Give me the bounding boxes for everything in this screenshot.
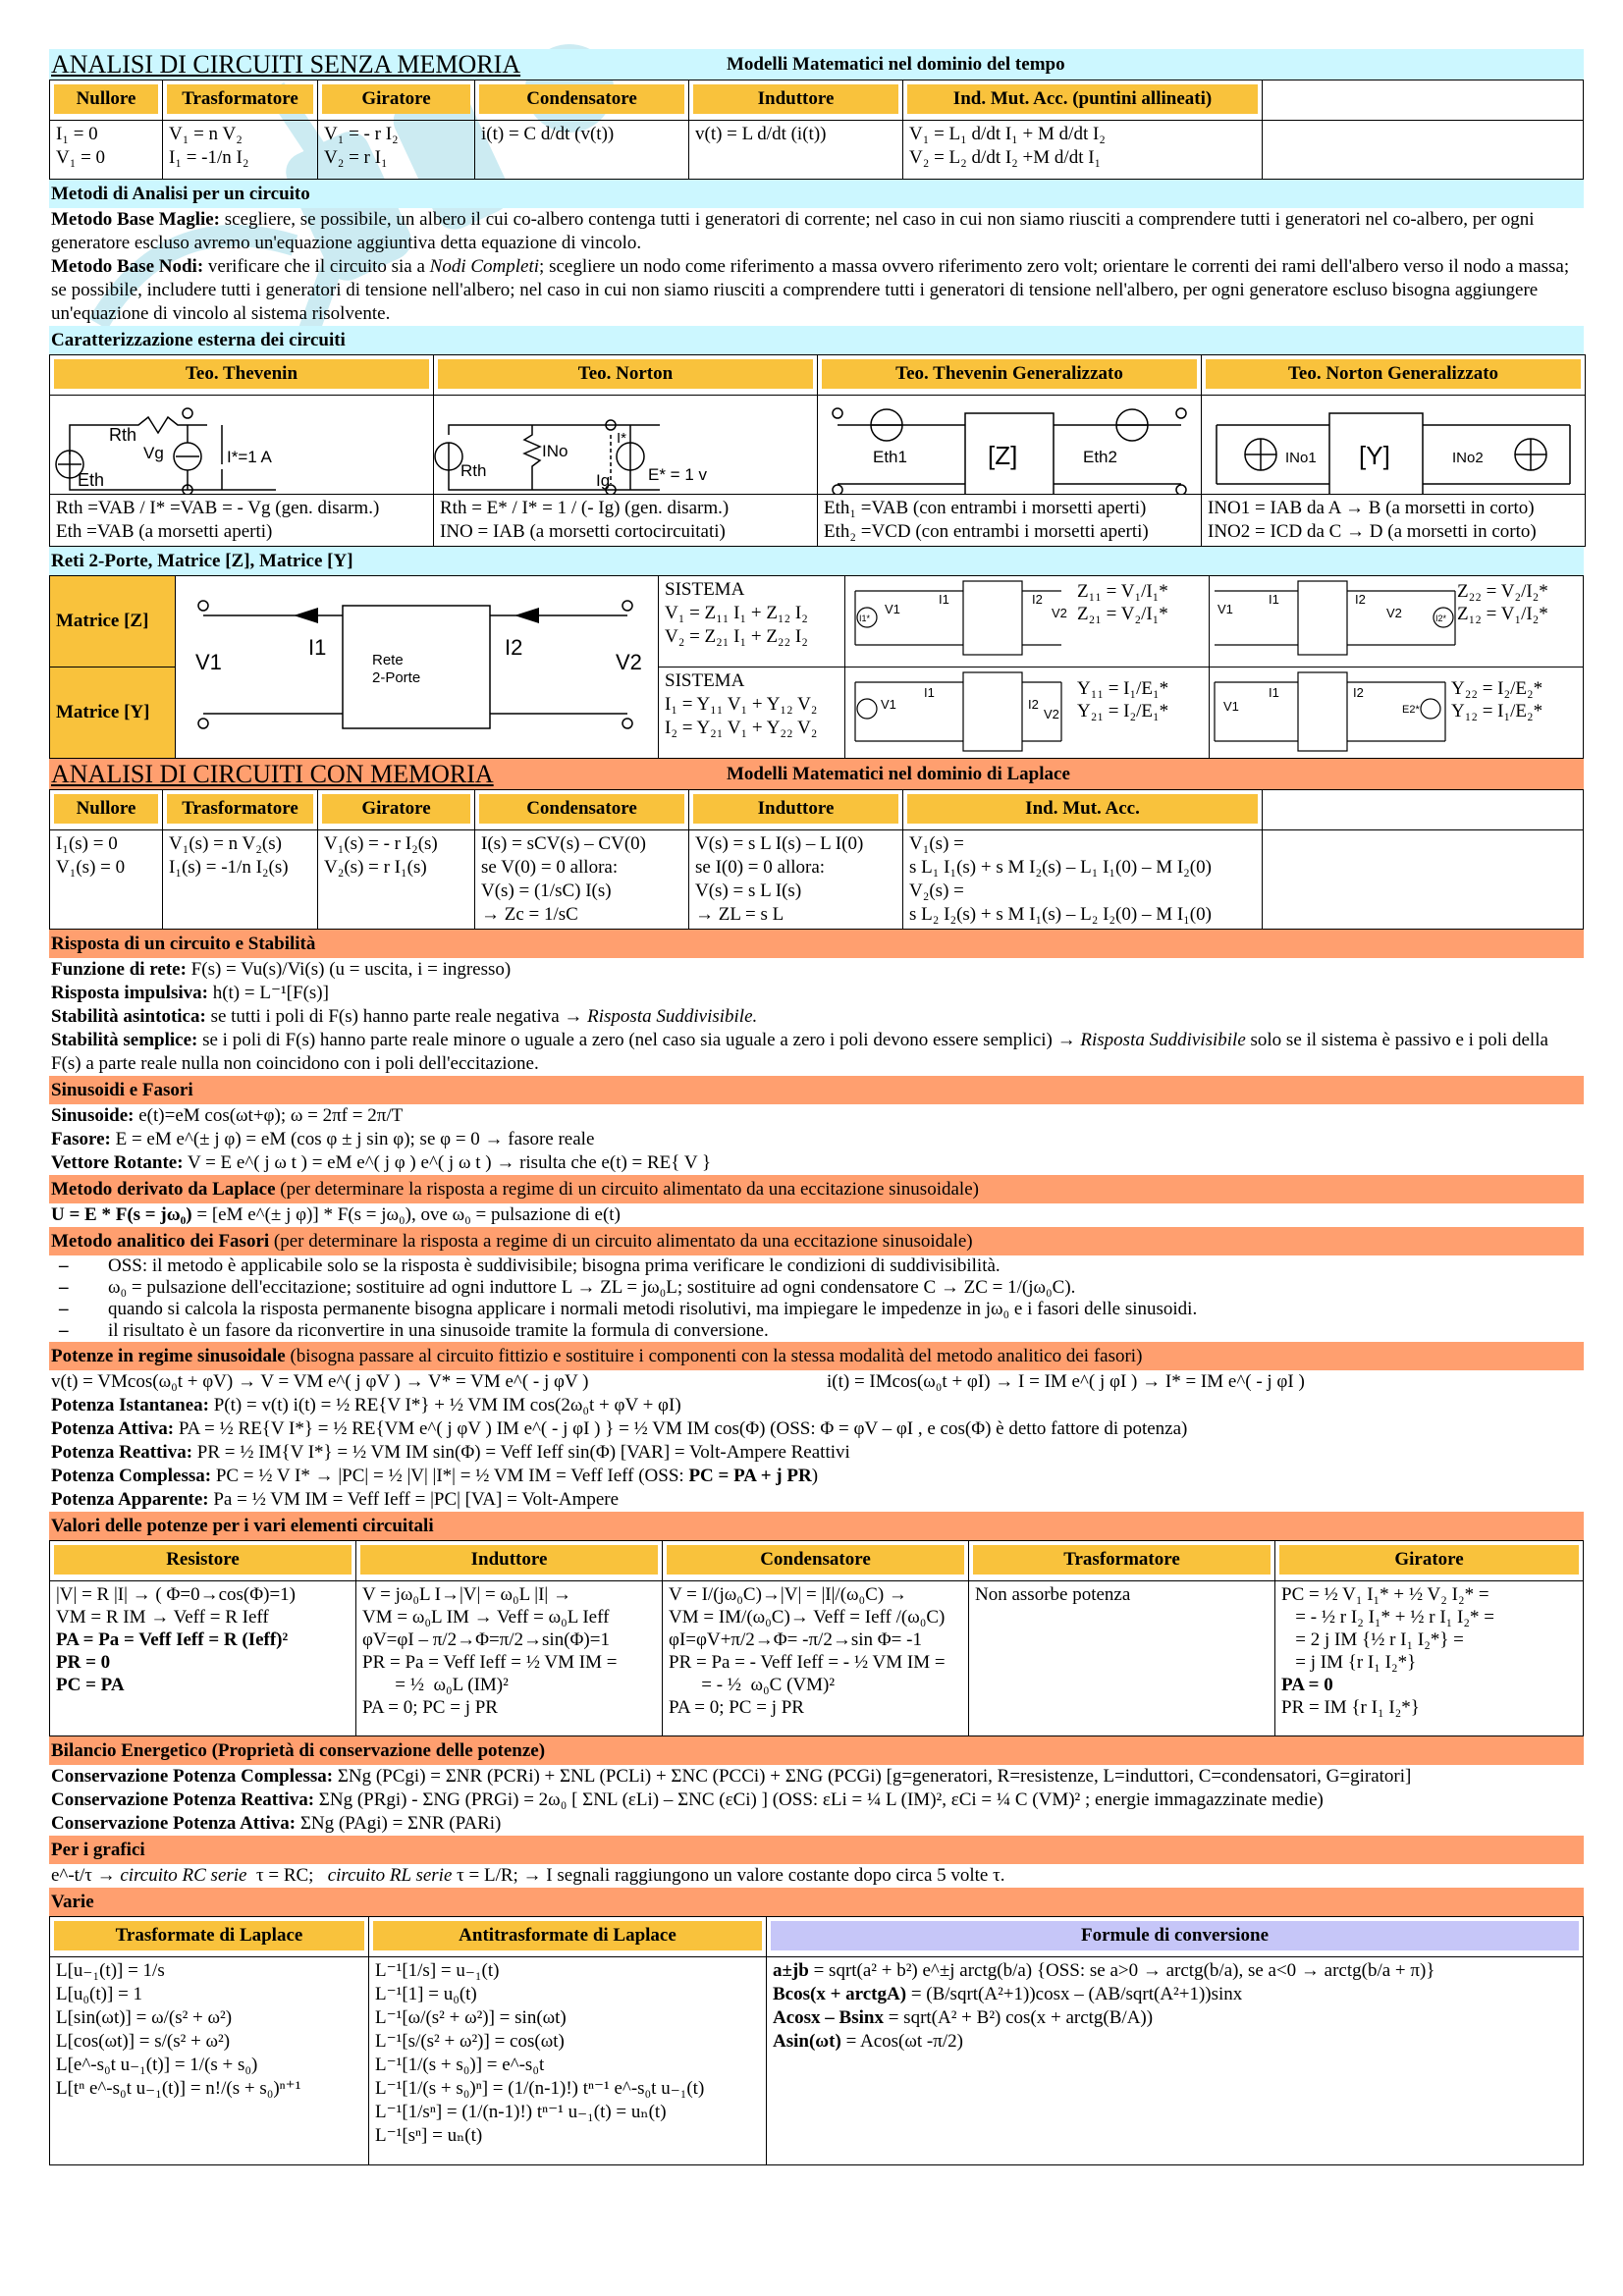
header-cell: Condensatore xyxy=(479,794,684,824)
label-matrice-y: Matrice [Y] xyxy=(50,667,176,759)
mini-label: E2* xyxy=(1402,704,1420,716)
table-cell: v(t) = L d/dt (i(t)) xyxy=(695,124,827,144)
table-cell: PR = 0 xyxy=(56,1652,111,1673)
list-item: – il risultato è un fasore da riconvertire in una sinusoide tramite la formula di conversione. xyxy=(108,1320,1584,1342)
bilancio-text: Conservazione Potenza Complessa: ΣNg (PCgi) = ΣNR (PCRi) + ΣNL (PCLi) + ΣNC (PCCi) + ΣNG (PCGi) [g=generatori, R=resistenze, L=induttori, C=condensatori, G=giratori] Conservazione Potenza Reattiva: ΣNg (PRgi) - ΣNG (PRGi) = 2ω₀ [ ΣNL (εLi) – ΣNC (εCi) ] (OSS: εLi = ¼ L (IM)², εCi = ¼ C (VM)² ; energie immagazzinate medie) Conservazione Potenza Attiva: ΣNg (PAgi) = ΣNR (PARi) xyxy=(51,1766,1412,1834)
diagram-label-z: [Z] xyxy=(988,441,1018,470)
table-cell: INO = IAB (a morsetti cortocircuitati) xyxy=(440,521,726,542)
table-con-memoria xyxy=(49,789,1584,930)
mini-label: I1 xyxy=(939,592,949,607)
table-cell: V = I/(jω₀C)→|V| = |I|/(ω₀C) → xyxy=(669,1584,907,1605)
table-cell: = 2 j IM {½ r I₁ I₂*} = xyxy=(1281,1629,1464,1650)
section-title-sinusoidi: Sinusoidi e Fasori xyxy=(49,1076,1584,1104)
equation: Z₂₂ = V₂/I₂* xyxy=(1457,581,1548,602)
mini-label: V2 xyxy=(1052,606,1067,620)
diagram-label-estar: E* = 1 v xyxy=(648,465,708,484)
table-cell: L⁻¹[sⁿ] = uₙ(t) xyxy=(375,2125,483,2146)
section-title-senza-memoria: ANALISI DI CIRCUITI SENZA MEMORIA Modelli Matematici nel dominio del tempo xyxy=(49,49,1584,80)
section-title-laplace: Metodo derivato da Laplace (per determinare la risposta a regime di un circuito alimentato da una eccitazione sinusoidale) xyxy=(49,1175,1584,1203)
formule-y1 xyxy=(1077,677,1168,722)
table-cell: V₁ = L₁ d/dt I₁ + M d/dt I₂ xyxy=(909,124,1106,144)
table-cell: Eth =VAB (a morsetti aperti) xyxy=(56,521,273,542)
section-title-con-memoria: ANALISI DI CIRCUITI CON MEMORIA Modelli Matematici nel dominio di Laplace xyxy=(49,759,1584,789)
mini-label: V1 xyxy=(1223,699,1239,714)
mini-label: V1 xyxy=(885,602,900,616)
table-cell: PA = Pa = Veff Ieff = R (Ieff)² xyxy=(56,1629,289,1650)
table-cell: V₂(s) = r I₁(s) xyxy=(324,857,427,878)
mini-label: I1 xyxy=(1269,592,1279,607)
table-cell: L[u₋₁(t)] = 1/s xyxy=(56,1960,165,1981)
diagram-label-eth1: Eth1 xyxy=(873,448,907,466)
section-title-valori: Valori delle potenze per i vari elementi circuitali xyxy=(49,1512,1584,1540)
table-cell: L⁻¹[1/(s + s₀)] = e^-s₀t xyxy=(375,2055,545,2075)
diagram-label-rth: Rth xyxy=(109,425,137,445)
mini-label: I2 xyxy=(1028,697,1039,712)
header-cell: Teo. Norton xyxy=(438,359,813,389)
table-reti-2-porte xyxy=(49,575,1584,759)
equation: I₂ = Y₂₁ V₁ + Y₂₂ V₂ xyxy=(665,718,818,738)
header-cell: Resistore xyxy=(54,1545,352,1575)
header-cell: Trasformatore xyxy=(167,84,313,114)
table-cell: se I(0) = 0 allora: xyxy=(695,857,826,878)
table-cell: V₁(s) = 0 xyxy=(56,857,126,878)
mini-label: V2 xyxy=(1044,707,1059,721)
header-cell: Nullore xyxy=(54,794,158,824)
table-cell: V₁(s) = xyxy=(909,833,964,854)
table-cell: I₁(s) = 0 xyxy=(56,833,118,854)
table-cell: I₁ = -1/n I₂ xyxy=(169,147,249,168)
diagram-label-i2: I2 xyxy=(505,635,523,660)
cheat-sheet-page xyxy=(49,49,1584,2165)
table-cell: → Zc = 1/sC xyxy=(481,904,578,925)
diagram-label-eth: Eth xyxy=(78,470,105,490)
table-cell: φI=φV+π/2→Φ= -π/2→sin Φ= -1 xyxy=(669,1629,922,1650)
table-cell: V = jω₀L I→|V| = ω₀L |I| → xyxy=(362,1584,571,1605)
table-cell: i(t) = C d/dt (v(t)) xyxy=(481,124,615,144)
table-cell: V₁(s) = n V₂(s) xyxy=(169,833,282,854)
header-cell: Formule di conversione xyxy=(771,1921,1579,1950)
mini-label: I2* xyxy=(1435,614,1447,623)
table-cell: V₂(s) = xyxy=(909,881,964,901)
table-cell: V(s) = (1/sC) I(s) xyxy=(481,881,612,901)
fasori-list xyxy=(49,1255,1584,1342)
table-cell: VM = ω₀L IM → Veff = ω₀L Ieff xyxy=(362,1607,610,1628)
table-cell: V₁ = - r I₂ xyxy=(324,124,399,144)
risposta-text: Funzione di rete: F(s) = Vu(s)/Vi(s) (u = uscita, i = ingresso) Risposta impulsiva: h(t) = L⁻¹[F(s)] Stabilità asintotica: se tutti i poli di F(s) hanno parte reale negativa → Risposta Suddivisibile. Stabilità semplice: se i poli di F(s) hanno parte reale minore o uguale a zero (nel caso sia uguale a zero i poli devono essere semplici) → Risposta Suddivisibile solo se il sistema è passivo e i poli della F(s) a parte reale nulla non coincidono con i poli dell'eccitazione. xyxy=(51,959,1548,1074)
table-cell: Eth₂ =VCD (con entrambi i morsetti aperti) xyxy=(824,521,1149,542)
diagram-label-istar: I* xyxy=(617,430,627,447)
header-cell: Teo. Thevenin xyxy=(54,359,429,389)
header-cell: Nullore xyxy=(54,84,158,114)
table-cell: |V| = R |I| → ( Φ=0→cos(Φ)=1) xyxy=(56,1584,296,1605)
equation: Z₂₁ = V₂/I₁* xyxy=(1077,604,1168,624)
diagram-label-ig: Ig xyxy=(596,471,611,490)
formule-y2 xyxy=(1451,677,1542,722)
list-item: – OSS: il metodo è applicabile solo se la risposta è suddivisibile; bisogna prima verificare le condizioni di suddivisibilità. xyxy=(108,1255,1584,1277)
equation: Z₁₂ = V₁/I₂* xyxy=(1457,604,1548,624)
metodi-text: Metodo Base Maglie: scegliere, se possibile, un albero il cui co-albero contenga tutti i generatori di corrente; nel caso in cui non siamo riusciti a comprendere tutti i generatori nel co-albero, per ogni generatore escluso avremo un'equazione aggiuntiva detta equazione di vincolo. Metodo Base Nodi: verificare che il circuito sia a Nodi Completi; scegliere un nodo come riferimento a massa ovvero riferimento zero volt; orientare le correnti dei rami dell'albero verso il nodo a massa; se possibile, includere tutti i generatori di tensione nell'albero; nel caso in cui non siamo riusciti a comprendere tutti i generatori di tensione nell'albero, per ogni generatore escluso bisogna aggiungere un'equazione di vincolo al sistema risolvente. xyxy=(51,209,1570,324)
mini-label: V1 xyxy=(881,697,896,712)
thevenin-generalizzato-diagram xyxy=(818,396,1201,494)
sistema-y: SISTEMA xyxy=(665,670,745,691)
section-title-metodi: Metodi di Analisi per un circuito xyxy=(49,180,1584,208)
table-cell: s L₁ I₁(s) + s M I₂(s) – L₁ I₁(0) – M I₂(0) xyxy=(909,857,1212,878)
table-cell: L⁻¹[1/(s + s₀)ⁿ] = (1/(n-1)!) tⁿ⁻¹ e^-s₀t u₋₁(t) xyxy=(375,2078,705,2099)
table-cell: L[sin(ωt)] = ω/(s² + ω²) xyxy=(56,2007,233,2028)
table-cell: L[u₀(t)] = 1 xyxy=(56,1984,143,2004)
sistema-z: SISTEMA xyxy=(665,579,745,600)
mini-label: V1 xyxy=(1217,602,1233,616)
table-senza-memoria xyxy=(49,80,1584,180)
table-cell: PR = Pa = Veff Ieff = ½ VM IM = xyxy=(362,1652,618,1673)
header-cell: Teo. Norton Generalizzato xyxy=(1206,359,1581,389)
table-cell: PA = 0; PC = j PR xyxy=(669,1697,804,1718)
header-cell: Antitrasformate di Laplace xyxy=(373,1921,762,1950)
equation: Y₂₁ = I₂/E₁* xyxy=(1077,701,1169,721)
mini-label: I1* xyxy=(859,614,871,623)
header-cell: Condensatore xyxy=(667,1545,964,1575)
table-cell: V₂ = r I₁ xyxy=(324,147,388,168)
table-cell: = j IM {r I₁ I₂*} xyxy=(1281,1652,1417,1673)
header-cell: Induttore xyxy=(693,84,898,114)
mini-label: I1 xyxy=(924,685,935,700)
table-cell: L[tⁿ e^-s₀t u₋₁(t)] = n!/(s + s₀)ⁿ⁺¹ xyxy=(56,2078,301,2099)
table-cell: = ½ ω₀L (IM)² xyxy=(362,1675,509,1695)
table-cell: = - ½ ω₀C (VM)² xyxy=(669,1675,836,1695)
diagram-label-v1: V1 xyxy=(195,650,222,674)
rete-2-porte-diagram xyxy=(176,576,657,753)
diagram-label-ino1: INo1 xyxy=(1285,450,1317,466)
table-varie: Trasformate di Laplace Antitrasformate di Laplace Formule di conversione L[u₋₁(t)] = 1/s L[u₀(t)] = 1 L[sin(ωt)] = ω/(s² + ω²) L[cos(ωt)] = s/(s² + ω²) L[e^-s₀t u₋₁(t)] = 1/(s + s₀) L[tⁿ e^-s₀t u₋₁(t)] = n!/(s + s₀)ⁿ⁺¹ L⁻¹[1/s] = u₋₁(t) L⁻¹[1] = u₀(t) L⁻¹[ω/(s² + ω²)] = sin(ωt) L⁻¹[s/(s² + ω²)] = cos(ωt) L⁻¹[1/(s + s₀)] = e^-s₀t L⁻¹[1/(s + s₀)ⁿ] = (1/(n-1)!) tⁿ⁻¹ e^-s₀t u₋₁(t) L⁻¹[1/sⁿ] = (1/(n-1)!) tⁿ⁻¹ u₋₁(t) = uₙ(t) L⁻¹[sⁿ] = uₙ(t) a±jb = sqrt(a² + b²) e^±j arctg(b/a) {OSS: se a>0 → arctg(b/a), se a<0 → arctg(b/a + π)} Bcos(x + arctgA) = (B/sqrt(A²+1))cosx – (AB/sqrt(A²+1))sinx Acosx – Bsinx = sqrt(A² + B²) cos(x + arctg(B/A)) Asin(ωt) = Acos(ωt -π/2) xyxy=(49,1916,1584,2165)
table-cell: Non assorbe potenza xyxy=(975,1584,1131,1605)
mini-label: I2 xyxy=(1353,685,1364,700)
table-cell: Rth = E* / I* = 1 / (- Ig) (gen. disarm.) xyxy=(440,498,730,518)
mini-label: I2 xyxy=(1355,592,1366,607)
table-cell: PA = 0; PC = j PR xyxy=(362,1697,498,1718)
table-cell: PR = Pa = - Veff Ieff = - ½ VM IM = xyxy=(669,1652,946,1673)
diagram-label-vg: Vg xyxy=(143,444,164,462)
grafici-text: e^-t/τ → circuito RC serie τ = RC; circuito RL serie τ = L/R; → I segnali raggiungono un valore costante dopo circa 5 volte τ. xyxy=(51,1865,1005,1886)
header-cell: Giratore xyxy=(1279,1545,1579,1575)
header-cell: Induttore xyxy=(360,1545,658,1575)
list-item: – ω₀ = pulsazione dell'eccitazione; sostituire ad ogni induttore L → ZL = jω₀L; sostituire ad ogni condensatore C → ZC = 1/(jω₀C). xyxy=(108,1277,1584,1299)
table-cell: L⁻¹[1/s] = u₋₁(t) xyxy=(375,1960,500,1981)
table-cell: L[e^-s₀t u₋₁(t)] = 1/(s + s₀) xyxy=(56,2055,258,2075)
table-cell: VM = R IM → Veff = R Ieff xyxy=(56,1607,269,1628)
header-cell: Teo. Thevenin Generalizzato xyxy=(822,359,1197,389)
header-cell: Giratore xyxy=(322,794,470,824)
header-cell: Trasformate di Laplace xyxy=(54,1921,364,1950)
table-cell: VM = IM/(ω₀C)→ Veff = Ieff /(ω₀C) xyxy=(669,1607,946,1628)
table-cell: φV=φI – π/2→Φ=π/2→sin(Φ)=1 xyxy=(362,1629,610,1650)
thevenin-diagram xyxy=(50,396,433,494)
table-cell: V₁ = n V₂ xyxy=(169,124,243,144)
table-caratterizzazione xyxy=(49,354,1586,547)
diagram-label-eth2: Eth2 xyxy=(1083,448,1117,466)
laplace-text: U = E * F(s = jω₀) = [eM e^(± j φ)] * F(s = jω₀), ove ω₀ = pulsazione di e(t) xyxy=(51,1204,621,1225)
table-cell: PR = IM {r I₁ I₂*} xyxy=(1281,1697,1420,1718)
table-cell: L⁻¹[s/(s² + ω²)] = cos(ωt) xyxy=(375,2031,565,2052)
header-cell: Condensatore xyxy=(479,84,684,114)
section-title-caratterizzazione: Caratterizzazione esterna dei circuiti xyxy=(49,326,1584,354)
formule-z1 xyxy=(1077,580,1168,625)
table-cell: I₁(s) = -1/n I₂(s) xyxy=(169,857,289,878)
arrow-i1 xyxy=(294,608,318,623)
sinusoidi-text: Sinusoide: e(t)=eM cos(ωt+φ); ω = 2πf = 2π/T Fasore: E = eM e^(± j φ) = eM (cos φ ± j sin φ); se φ = 0 → fasore reale Vettore Rotante: V = E e^( j ω t ) = eM e^( j φ ) e^( j ω t ) → risulta che e(t) = RE{ V } xyxy=(51,1105,712,1173)
section-title-potenze: Potenze in regime sinusoidale (bisogna passare al circuito fittizio e sostituire i componenti con la stessa modalità del metodo analitico dei fasori) xyxy=(49,1342,1584,1370)
table-cell: INO1 = IAB da A → B (a morsetti in corto) xyxy=(1208,498,1535,518)
diagram-label-rete: Rete xyxy=(372,652,404,668)
table-cell: Rth =VAB / I* =VAB = - Vg (gen. disarm.) xyxy=(56,498,380,518)
diagram-label-ino2: INo2 xyxy=(1452,450,1484,466)
mini-label: I1 xyxy=(1269,685,1279,700)
equation: I₁ = Y₁₁ V₁ + Y₁₂ V₂ xyxy=(665,694,818,715)
diagram-label-2porte: 2-Porte xyxy=(372,669,421,686)
table-cell: V₁ = 0 xyxy=(56,147,106,168)
table-cell: L⁻¹[1/sⁿ] = (1/(n-1)!) tⁿ⁻¹ u₋₁(t) = uₙ(t) xyxy=(375,2102,667,2122)
table-cell: V(s) = s L I(s) – L I(0) xyxy=(695,833,864,854)
header-cell: Trasformatore xyxy=(167,794,313,824)
table-cell: L[cos(ωt)] = s/(s² + ω²) xyxy=(56,2031,231,2052)
table-cell: PA = 0 xyxy=(1281,1675,1333,1695)
equation: V₁ = Z₁₁ I₁ + Z₁₂ I₂ xyxy=(665,603,808,623)
table-cell: L⁻¹[1] = u₀(t) xyxy=(375,1984,477,2004)
section-title-reti: Reti 2-Porte, Matrice [Z], Matrice [Y] xyxy=(49,547,1584,575)
section-title-bilancio: Bilancio Energetico (Proprietà di conservazione delle potenze) xyxy=(49,1736,1584,1765)
norton-generalizzato-diagram xyxy=(1202,396,1585,494)
diagram-label-y: [Y] xyxy=(1359,441,1390,470)
formule-z2 xyxy=(1457,580,1548,625)
table-cell: I(s) = sCV(s) – CV(0) xyxy=(481,833,646,854)
table-cell: PC = PA xyxy=(56,1675,125,1695)
label-matrice-z: Matrice [Z] xyxy=(50,576,176,667)
equation: Z₁₁ = V₁/I₁* xyxy=(1077,581,1168,602)
table-cell: L⁻¹[ω/(s² + ω²)] = sin(ωt) xyxy=(375,2007,567,2028)
table-cell: = - ½ r I₂ I₁* + ½ r I₁ I₂* = xyxy=(1281,1607,1494,1628)
table-cell: I₁ = 0 xyxy=(56,124,98,144)
table-cell: V₂ = L₂ d/dt I₂ +M d/dt I₁ xyxy=(909,147,1102,168)
equation: V₂ = Z₂₁ I₁ + Z₂₂ I₂ xyxy=(665,626,808,647)
table-cell: → ZL = s L xyxy=(695,904,784,925)
header-cell: Ind. Mut. Acc. (puntini allineati) xyxy=(907,84,1258,114)
section-title-risposta: Risposta di un circuito e Stabilità xyxy=(49,930,1584,958)
potenze-text: v(t) = VMcos(ω₀t + φV) → V = VM e^( j φV ) → V* = VM e^( - j φV ) i(t) = IMcos(ω₀t + φI) → I = IM e^( j φI ) → I* = IM e^( - j φI ) Potenza Istantanea: P(t) = v(t) i(t) = ½ RE{V I*} + ½ VM IM cos(2ω₀t + φV + φI) Potenza Attiva: PA = ½ RE{V I*} = ½ RE{VM e^( j φV ) IM e^( - j φI ) } = ½ VM IM cos(Φ) (OSS: Φ = φV – φI , e cos(Φ) è detto fattore di potenza) Potenza Reattiva: PR = ½ IM{V I*} = ½ VM IM sin(Φ) = Veff Ieff sin(Φ) [VAR] = Volt-Ampere Reattivi Potenza Complessa: PC = ½ V I* → |PC| = ½ |V| |I*| = ½ VM IM = Veff Ieff (OSS: PC = PA + j PR) Potenza Apparente: Pa = ½ VM IM = Veff Ieff = |PC| [VA] = Volt-Ampere xyxy=(51,1371,1305,1510)
diagram-label-ino: INo xyxy=(542,442,568,460)
header-cell: Induttore xyxy=(693,794,898,824)
table-cell: V₁(s) = - r I₂(s) xyxy=(324,833,438,854)
diagram-label-i1: I1 xyxy=(308,635,327,660)
section-title-varie: Varie xyxy=(49,1888,1584,1916)
header-cell: Trasformatore xyxy=(973,1545,1271,1575)
diagram-label-istar: I*=1 A xyxy=(227,448,272,466)
table-cell: se V(0) = 0 allora: xyxy=(481,857,619,878)
arrow-i2 xyxy=(514,608,539,623)
section-title-grafici: Per i grafici xyxy=(49,1836,1584,1864)
table-cell: V(s) = s L I(s) xyxy=(695,881,802,901)
table-cell: INO2 = ICD da C → D (a morsetti in corto) xyxy=(1208,521,1537,542)
section-title-fasori: Metodo analitico dei Fasori (per determinare la risposta a regime di un circuito alimentato da una eccitazione sinusoidale) xyxy=(49,1227,1584,1255)
equation: Y₂₂ = I₂/E₂* xyxy=(1451,678,1543,699)
diagram-label-rth: Rth xyxy=(460,461,487,480)
header-cell: Giratore xyxy=(322,84,470,114)
table-valori-potenze xyxy=(49,1540,1584,1736)
diagram-label-v2: V2 xyxy=(616,650,642,674)
norton-diagram xyxy=(434,396,817,494)
mini-label: I2 xyxy=(1032,592,1043,607)
table-cell: PC = ½ V₁ I₁* + ½ V₂ I₂* = xyxy=(1281,1584,1489,1605)
equation: Y₁₁ = I₁/E₁* xyxy=(1077,678,1169,699)
header-cell: Ind. Mut. Acc. xyxy=(907,794,1258,824)
equation: Y₁₂ = I₁/E₂* xyxy=(1451,701,1543,721)
list-item: – quando si calcola la risposta permanente bisogna applicare i normali metodi risolutivi, ma impiegare le impedenze in jω₀ e i fasori delle sinusoidi. xyxy=(108,1299,1584,1320)
table-cell: Eth₁ =VAB (con entrambi i morsetti aperti) xyxy=(824,498,1147,518)
table-cell: s L₂ I₂(s) + s M I₁(s) – L₂ I₂(0) – M I₁(0) xyxy=(909,904,1212,925)
mini-label: V2 xyxy=(1386,606,1402,620)
